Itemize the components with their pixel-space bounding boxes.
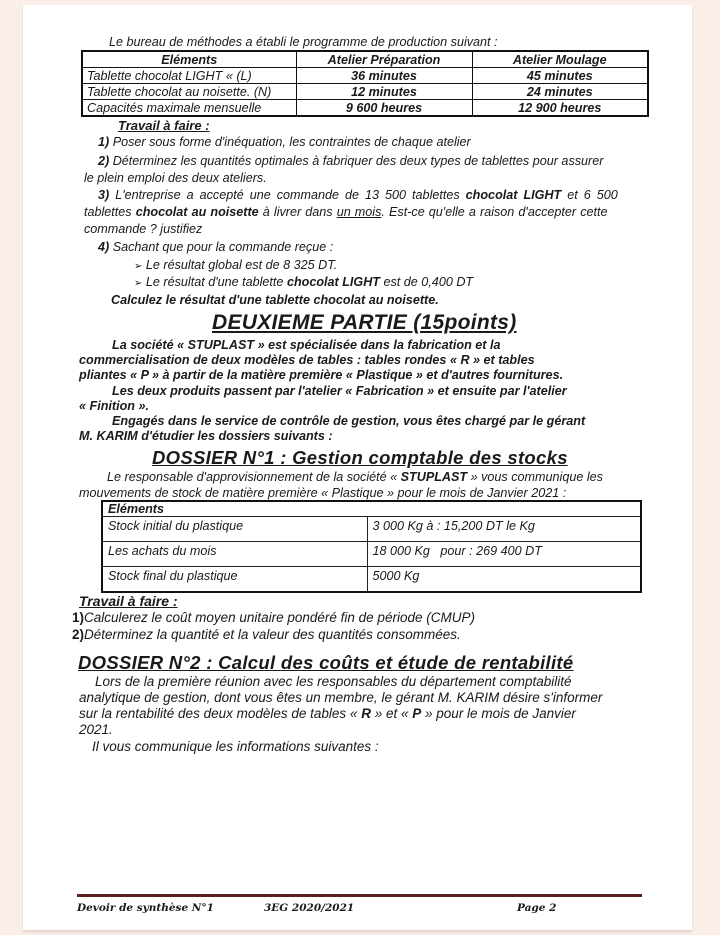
table-cell: 3 000 Kg à : 15,200 DT le Kg: [367, 517, 641, 542]
question-number: 1): [72, 610, 85, 625]
table-cell: Tablette chocolat au noisette. (N): [82, 84, 296, 100]
footer-page-number: Page 2: [517, 902, 557, 914]
travail-title-2: Travail à faire :: [79, 593, 178, 609]
question-text: . Est-ce qu'elle a raison d'accepter cette: [381, 205, 608, 219]
table-header-row: [102, 501, 641, 517]
part2-title: DEUXIEME PARTIE (15points): [212, 311, 517, 334]
footer-left: Devoir de synthèse N°1: [77, 902, 214, 914]
production-intro: Le bureau de méthodes a établi le programme de production suivant :: [109, 35, 498, 49]
travail-title-1: Travail à faire :: [118, 118, 210, 133]
bullet-text: Le résultat global est de 8 325 DT.: [145, 258, 338, 272]
table-cell: Les achats du mois: [102, 542, 367, 567]
emphasis-text: chocolat au noisette: [135, 205, 259, 219]
underlined-text: un mois: [336, 205, 382, 219]
table-cell: Tablette chocolat LIGHT « (L): [82, 68, 296, 84]
dossier2-paragraph: Il vous communique les informations suivantes :: [92, 739, 379, 754]
question-text: Déterminez les quantités optimales à fabriquer des deux types de tablettes pour assurer: [112, 154, 604, 168]
calc-instruction: Calculez le résultat d'une tablette chocolat au noisette.: [111, 293, 439, 307]
dossier2-paragraph: analytique de gestion, dont vous êtes un membre, le gérant M. KARIM désire s'informer: [79, 690, 603, 705]
bullet-text: Le résultat d'une tablette: [145, 275, 284, 289]
question-text: tablettes: [84, 205, 132, 219]
question-2: [98, 154, 603, 169]
part2-paragraph: « Finition ».: [79, 399, 149, 413]
question-text: Sachant que pour la commande reçue :: [112, 240, 334, 254]
dossier2-paragraph: [79, 706, 576, 722]
table-cell: Stock final du plastique: [102, 567, 367, 593]
table-header-cell: Atelier Moulage: [472, 51, 648, 68]
question-4: [98, 240, 333, 255]
paragraph-text: sur la rentabilité des deux modèles de tables «: [79, 706, 358, 721]
table-row: [102, 567, 641, 593]
bullet-text: est de 0,400 DT: [383, 275, 474, 289]
dossier1-intro: [107, 470, 603, 485]
part2-paragraph: La société « STUPLAST » est spécialisée dans la fabrication et la: [112, 338, 501, 352]
dossier1-title: DOSSIER N°1 : Gestion comptable des stocks: [152, 447, 568, 468]
question-text: à livrer dans: [262, 205, 333, 219]
arrow-bullet-icon: ➢: [134, 278, 143, 289]
dossier1-question-1: [72, 610, 475, 626]
question-text: Calculerez le coût moyen unitaire pondéré fin de période (CMUP): [84, 610, 475, 625]
table-header-row: [82, 51, 648, 68]
stock-table: [101, 500, 642, 593]
dossier1-question-2: [72, 627, 461, 643]
table-cell: 12 900 heures: [472, 100, 648, 117]
model-r: R: [361, 706, 371, 721]
question-number: 2): [72, 627, 85, 642]
emphasis-text: chocolat LIGHT: [286, 275, 380, 289]
table-cell: 12 minutes: [296, 84, 472, 100]
emphasis-text: chocolat LIGHT: [465, 188, 562, 202]
part2-paragraph: M. KARIM d'étudier les dossiers suivants :: [79, 429, 333, 443]
paragraph-text: » et «: [374, 706, 409, 721]
part2-paragraph: commercialisation de deux modèles de tables : tables rondes « R » et tables: [79, 353, 535, 367]
table-header-cell: Atelier Préparation: [296, 51, 472, 68]
model-p: P: [412, 706, 422, 721]
table-cell: 45 minutes: [472, 68, 648, 84]
question-text: Poser sous forme d'inéquation, les contraintes de chaque atelier: [112, 135, 471, 149]
dossier2-paragraph: 2021.: [79, 722, 113, 737]
question-number: 2): [98, 154, 110, 168]
part2-paragraph: Les deux produits passent par l'atelier « Fabrication » et ensuite par l'atelier: [112, 384, 567, 398]
table-cell: 18 000 Kg pour : 269 400 DT: [367, 542, 641, 567]
question-number: 3): [98, 188, 110, 202]
question-number: 4): [98, 240, 110, 254]
question-text: Déterminez la quantité et la valeur des quantités consommées.: [84, 627, 461, 642]
table-cell: Capacités maximale mensuelle: [82, 100, 296, 117]
dossier2-paragraph: Lors de la première réunion avec les responsables du département comptabilité: [95, 674, 572, 689]
question-3-line3: commande ? justifiez: [84, 222, 203, 236]
intro-text: Le responsable d'approvisionnement de la société «: [107, 470, 398, 484]
question-text: et 6 500: [567, 188, 618, 202]
question-1: [98, 135, 471, 150]
company-name: STUPLAST: [400, 470, 468, 484]
table-cell: 5000 Kg: [367, 567, 641, 593]
dossier1-intro-line2: mouvements de stock de matière première « Plastique » pour le mois de Janvier 2021 :: [79, 486, 567, 500]
bullet-item: [134, 275, 473, 291]
table-row: [102, 542, 641, 567]
table-row: [102, 517, 641, 542]
table-header-cell: Eléments: [82, 51, 296, 68]
question-text: L'entreprise a accepté une commande de 13 500 tablettes: [115, 188, 460, 202]
part2-paragraph: Engagés dans le service de contrôle de gestion, vous êtes chargé par le gérant: [112, 414, 586, 428]
table-row: [82, 100, 648, 117]
paragraph-text: » pour le mois de Janvier: [425, 706, 576, 721]
question-number: 1): [98, 135, 110, 149]
question-3: [98, 188, 618, 203]
arrow-bullet-icon: ➢: [134, 261, 143, 272]
table-row: [82, 68, 648, 84]
table-cell: Stock initial du plastique: [102, 517, 367, 542]
footer-rule: [77, 894, 642, 897]
table-cell: 36 minutes: [296, 68, 472, 84]
question-2-cont: le plein emploi des deux ateliers.: [84, 171, 267, 185]
table-header-cell: Eléments: [102, 501, 641, 517]
production-table: [81, 50, 649, 117]
question-3-line2: [84, 205, 608, 220]
table-row: [82, 84, 648, 100]
footer-center: 3EG 2020/2021: [264, 902, 355, 914]
dossier2-title: DOSSIER N°2 : Calcul des coûts et étude de rentabilité: [78, 652, 574, 673]
table-cell: 24 minutes: [472, 84, 648, 100]
intro-text: » vous communique les: [470, 470, 603, 484]
part2-paragraph: pliantes « P » à partir de la matière première « Plastique » et d'autres fournitures.: [79, 368, 564, 382]
bullet-item: [134, 258, 337, 274]
table-cell: 9 600 heures: [296, 100, 472, 117]
